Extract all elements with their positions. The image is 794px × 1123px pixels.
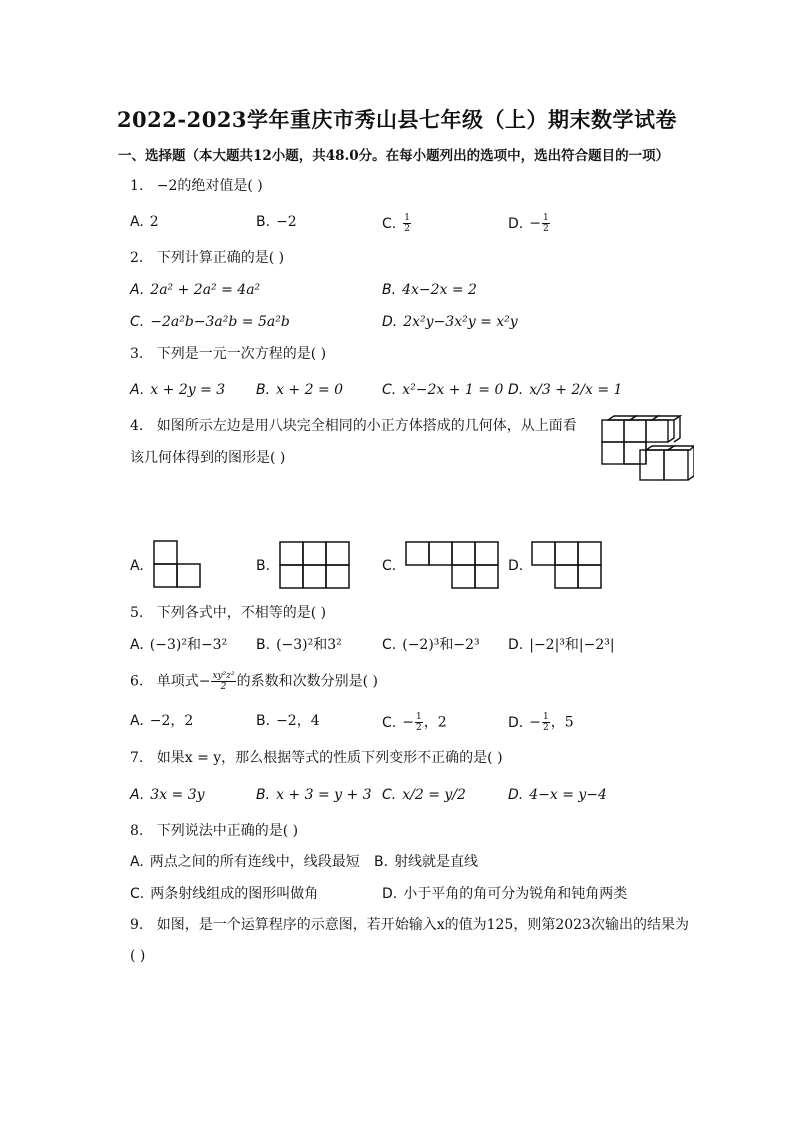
question-1-stem: −2的绝对值是( ) — [156, 178, 263, 194]
section-header: 一、选择题（本大题共12小题，共48.0分。在每小题列出的选项中，选出符合题目的一项） — [118, 148, 670, 164]
question-9: 9. 如图，是一个运算程序的示意图，若开始输入x的值为125，则第2023次输出的结果为 — [130, 917, 689, 933]
question-8: 8. 下列说法中正确的是( ) — [130, 823, 299, 839]
q6-option-d[interactable]: D. − $\frac{1}{2}$ ，5 — [508, 712, 574, 733]
q5-option-c[interactable]: C. (−2)³和−2³ — [382, 637, 480, 653]
fraction: $\frac{1}{2}$ — [404, 213, 410, 234]
q7-option-a[interactable]: A. 3x = 3y — [130, 787, 205, 803]
q6-option-c[interactable]: C. − $\frac{1}{2}$ ，2 — [382, 712, 447, 733]
q8-option-c[interactable]: C. 两条射线组成的图形叫做角 — [130, 886, 319, 902]
q4-option-a[interactable]: A. — [130, 558, 144, 574]
question-5: 5. 下列各式中，不相等的是( ) — [130, 605, 327, 621]
q4-option-b[interactable]: B. — [256, 558, 271, 574]
question-1: 1. −2的绝对值是( ) — [130, 178, 263, 194]
question-4-stem-line1: 如图所示左边是用八块完全相同的小正方体搭成的几何体，从上面看 — [156, 418, 577, 434]
q3-option-b[interactable]: B. x + 2 = 0 — [256, 382, 344, 398]
q5-option-a[interactable]: A. (−3)²和−3² — [130, 637, 228, 653]
q3-option-d[interactable]: D. x/3 + 2/x = 1 — [508, 382, 623, 398]
question-8-stem: 下列说法中正确的是( ) — [156, 823, 299, 839]
q2-option-b[interactable]: B. 4x−2x = 2 — [382, 282, 477, 298]
q4-option-c[interactable]: C. — [382, 558, 397, 574]
q2-option-a[interactable]: A. 2a² + 2a² = 4a² — [130, 282, 261, 298]
question-2-stem: 下列计算正确的是( ) — [156, 250, 285, 266]
cube-solid-figure — [598, 414, 694, 488]
question-7-stem: 如果x = y，那么根据等式的性质下列变形不正确的是( ) — [156, 750, 503, 766]
q2-option-c[interactable]: C. −2a²b−3a²b = 5a²b — [130, 314, 290, 330]
q8-option-d[interactable]: D. 小于平角的角可分为锐角和钝角两类 — [382, 886, 628, 902]
q2-option-d[interactable]: D. 2x²y−3x²y = x²y — [382, 314, 518, 330]
q1-option-c[interactable]: C. $\frac{1}{2}$ — [382, 213, 410, 234]
question-6: 6. 单项式− $\frac{\text{xy²z²}}{2}$ 的系数和次数分别是( ) — [130, 671, 378, 692]
question-3-stem: 下列是一元一次方程的是( ) — [156, 346, 327, 362]
question-3: 3. 下列是一元一次方程的是( ) — [130, 346, 327, 362]
q5-option-d[interactable]: D. |−2|³和|−2³| — [508, 637, 615, 653]
q6-option-a[interactable]: A. −2，2 — [130, 713, 194, 729]
q8-option-b[interactable]: B. 射线就是直线 — [374, 854, 479, 870]
question-9-stem-line1: 如图，是一个运算程序的示意图，若开始输入x的值为125，则第2023次输出的结果为 — [156, 917, 689, 933]
q4-option-d[interactable]: D. — [508, 558, 524, 574]
monomial-fraction: $\frac{\text{xy²z²}}{2}$ — [212, 671, 235, 692]
q6-option-b[interactable]: B. −2，4 — [256, 713, 320, 729]
q7-option-d[interactable]: D. 4−x = y−4 — [508, 787, 607, 803]
q5-option-b[interactable]: B. (−3)²和3² — [256, 637, 342, 653]
exam-title: 2022-2023学年重庆市秀山县七年级（上）期末数学试卷 — [116, 107, 678, 132]
question-7: 7. 如果x = y，那么根据等式的性质下列变形不正确的是( ) — [130, 750, 503, 766]
q8-option-a[interactable]: A. 两点之间的所有连线中，线段最短 — [130, 854, 360, 870]
q4-option-c-figure — [405, 541, 501, 591]
q7-option-b[interactable]: B. x + 3 = y + 3 — [256, 787, 372, 803]
q3-option-c[interactable]: C. x²−2x + 1 = 0 — [382, 382, 504, 398]
q1-option-b[interactable]: B. −2 — [256, 214, 297, 230]
question-2: 2. 下列计算正确的是( ) — [130, 250, 285, 266]
q1-option-d[interactable]: D. − $\frac{1}{2}$ — [508, 213, 549, 234]
question-9-stem-line2: ( ) — [130, 948, 146, 964]
q3-option-a[interactable]: A. x + 2y = 3 — [130, 382, 226, 398]
q7-option-c[interactable]: C. x/2 = y/2 — [382, 787, 466, 803]
question-4: 4. 如图所示左边是用八块完全相同的小正方体搭成的几何体，从上面看 — [130, 418, 577, 434]
question-5-stem: 下列各式中，不相等的是( ) — [156, 605, 327, 621]
q4-option-a-figure — [153, 540, 203, 590]
q4-option-d-figure — [531, 541, 603, 591]
fraction: $\frac{1}{2}$ — [542, 213, 549, 234]
q4-option-b-figure — [279, 541, 351, 591]
question-4-stem-line2: 该几何体得到的图形是( ) — [130, 450, 286, 466]
q1-option-a[interactable]: A. 2 — [130, 214, 159, 230]
